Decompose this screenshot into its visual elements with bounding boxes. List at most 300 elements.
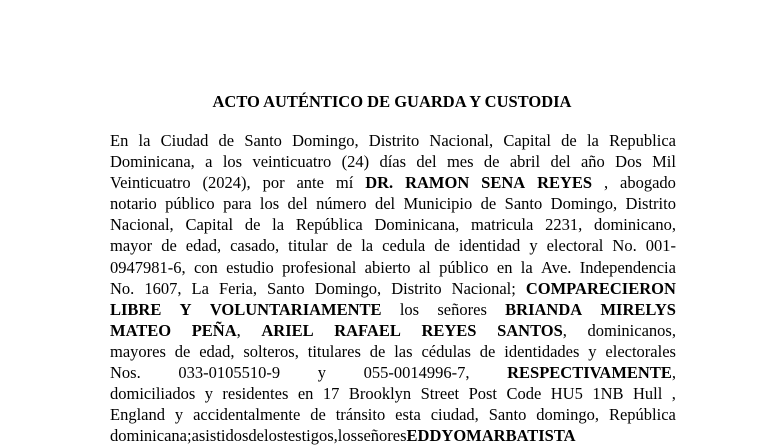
text: identidad — [458, 236, 521, 256]
word — [605, 341, 676, 362]
word — [338, 425, 357, 446]
text: asistidos — [191, 426, 249, 446]
word — [205, 383, 213, 404]
text: mí — [335, 173, 354, 193]
bold-text: BATISTA — [505, 426, 576, 446]
word — [592, 383, 623, 404]
word — [394, 341, 412, 362]
word — [405, 172, 469, 193]
word — [252, 151, 331, 172]
word — [580, 257, 676, 278]
paragraph-line — [110, 320, 676, 341]
text: edad, — [185, 236, 222, 256]
text: No. — [612, 236, 637, 256]
word — [434, 235, 450, 256]
text: de — [248, 426, 264, 446]
word — [185, 214, 233, 235]
word — [288, 193, 308, 214]
text: Hull — [632, 384, 663, 404]
word — [526, 278, 676, 299]
text: la — [361, 236, 374, 256]
bold-text: MATEO — [110, 320, 172, 340]
text: dominicano, — [593, 215, 676, 235]
text: estudio — [226, 257, 274, 277]
word — [110, 235, 152, 256]
word — [282, 257, 356, 278]
text: Santo — [488, 405, 527, 425]
word — [507, 362, 676, 383]
text: , — [671, 363, 676, 383]
text: Municipio — [403, 194, 473, 214]
word — [336, 172, 353, 193]
paragraph-line — [110, 214, 676, 235]
word — [541, 257, 571, 278]
word — [349, 383, 411, 404]
word — [342, 151, 370, 172]
text: los — [259, 194, 280, 214]
text: 1607, — [144, 278, 182, 298]
text: la — [138, 131, 151, 150]
bold-text: LIBRE — [110, 299, 162, 319]
text: los — [399, 299, 420, 319]
word — [391, 278, 441, 299]
word — [594, 214, 676, 235]
word — [110, 404, 165, 425]
text: ciudad, — [430, 405, 479, 425]
word — [672, 383, 676, 404]
word — [205, 151, 212, 172]
text: abogado — [620, 173, 676, 193]
text: en — [496, 257, 513, 277]
text: los — [263, 426, 284, 446]
word — [375, 193, 395, 214]
text: Ave. — [541, 257, 572, 277]
text: Distrito — [391, 278, 442, 298]
text: la — [520, 257, 533, 277]
text: y — [588, 341, 597, 361]
text: de — [218, 131, 235, 150]
text: al — [418, 257, 431, 277]
word — [536, 404, 599, 425]
text: dominicana; — [110, 426, 192, 446]
text: de — [174, 341, 191, 361]
word — [110, 151, 195, 172]
word — [609, 130, 676, 151]
word — [139, 130, 151, 151]
word — [416, 151, 436, 172]
word — [469, 383, 497, 404]
word — [334, 320, 401, 341]
word — [263, 172, 285, 193]
word — [646, 235, 676, 256]
paragraph-line — [110, 257, 676, 278]
text: , — [604, 173, 609, 193]
text: Nos. — [110, 363, 141, 383]
word — [581, 151, 605, 172]
text: 033-0105510-9 — [178, 363, 281, 383]
word — [161, 130, 209, 151]
word — [545, 214, 582, 235]
text: Brooklyn — [348, 384, 412, 404]
paragraph-line — [110, 235, 676, 256]
text: los — [337, 426, 358, 446]
text: Santo — [267, 278, 305, 298]
text: Domingo, — [550, 194, 618, 214]
word — [110, 130, 128, 151]
text: las — [394, 341, 413, 361]
text: Distrito — [625, 194, 676, 214]
word — [588, 320, 676, 341]
text: Santo — [244, 131, 282, 150]
text: de — [483, 152, 500, 172]
text: de — [161, 236, 177, 256]
word — [510, 151, 540, 172]
word — [288, 235, 327, 256]
word — [161, 235, 177, 256]
word — [382, 235, 425, 256]
word — [165, 193, 215, 214]
text: Nacional, — [110, 215, 174, 235]
text: HU5 — [550, 384, 583, 404]
paragraph-line — [110, 341, 676, 362]
word — [186, 235, 221, 256]
paragraph-line — [110, 151, 676, 172]
word — [248, 425, 264, 446]
bold-text: REYES — [421, 320, 477, 340]
word — [261, 320, 313, 341]
text: 0947981-6, — [110, 257, 186, 277]
text: señores — [357, 426, 407, 446]
text: y — [317, 363, 326, 383]
bold-text: COMPARECIERON — [525, 278, 676, 298]
text: del — [374, 194, 396, 214]
text: número — [316, 194, 367, 214]
text: los — [222, 152, 243, 172]
word — [547, 235, 604, 256]
word — [245, 214, 261, 235]
text: de — [479, 341, 496, 361]
text: de — [434, 236, 450, 256]
bold-text: Y — [179, 299, 192, 319]
word — [453, 425, 505, 446]
word — [437, 299, 486, 320]
word — [615, 151, 642, 172]
word — [272, 214, 284, 235]
text: días — [379, 152, 407, 172]
text: profesional — [282, 257, 357, 277]
word — [506, 425, 576, 446]
paragraph-line — [110, 278, 676, 299]
bold-text: MIRELYS — [600, 299, 676, 319]
word — [421, 383, 460, 404]
text: público — [439, 257, 489, 277]
word — [447, 151, 474, 172]
text: Veinticuatro — [110, 173, 191, 193]
word — [497, 320, 567, 341]
word — [323, 383, 340, 404]
paragraph-line — [110, 404, 676, 425]
text: esta — [395, 405, 421, 425]
text: casado, — [230, 236, 280, 256]
word — [336, 404, 386, 425]
text: Dominicana, — [110, 152, 195, 172]
text: Street — [420, 384, 460, 404]
bold-text: SENA — [481, 173, 526, 193]
word — [551, 383, 583, 404]
bold-text: BRIANDA — [505, 299, 583, 319]
text: Domingo, — [314, 278, 382, 298]
text: de — [480, 194, 497, 214]
word — [365, 257, 411, 278]
text: Dos — [615, 152, 642, 172]
word — [471, 214, 533, 235]
text: y — [204, 384, 213, 404]
word — [505, 193, 543, 214]
word — [407, 425, 454, 446]
word — [361, 235, 373, 256]
text: con — [193, 257, 218, 277]
word — [529, 235, 537, 256]
word — [110, 193, 157, 214]
text: y — [174, 405, 184, 425]
word — [244, 130, 282, 151]
bold-text: DR. — [365, 173, 394, 193]
word — [481, 193, 497, 214]
text: Capital — [185, 215, 234, 235]
word — [506, 383, 541, 404]
bold-text: REYES — [537, 173, 593, 193]
text: England — [110, 405, 165, 425]
word — [550, 151, 570, 172]
text: señores — [437, 299, 487, 319]
text: solteros, — [243, 341, 299, 361]
text: cédulas — [421, 341, 471, 361]
word — [421, 341, 470, 362]
text: electorales — [605, 341, 676, 361]
word — [419, 257, 431, 278]
bold-text: RAFAEL — [334, 320, 401, 340]
word — [379, 151, 406, 172]
word — [504, 341, 579, 362]
text: testigos, — [283, 426, 338, 446]
word — [439, 257, 489, 278]
bold-text: VOLUNTARIAMENTE — [209, 299, 382, 319]
text: República — [608, 405, 676, 425]
word — [110, 299, 161, 320]
text: de — [310, 405, 326, 425]
word — [481, 172, 525, 193]
word — [267, 278, 305, 299]
word — [178, 362, 280, 383]
word — [480, 341, 496, 362]
word — [588, 341, 596, 362]
word — [503, 130, 551, 151]
word — [318, 362, 326, 383]
text: electoral — [546, 236, 604, 256]
text: Dominicana, — [374, 215, 460, 235]
bold-text: RESPECTIVAMENTE — [507, 363, 672, 383]
word — [110, 172, 191, 193]
text: del — [550, 152, 571, 172]
word — [192, 278, 209, 299]
paragraph-line — [110, 193, 676, 214]
text: la — [272, 215, 285, 235]
paragraph-line — [110, 130, 676, 151]
text: mayor — [110, 236, 153, 256]
word — [652, 151, 676, 172]
word — [219, 130, 235, 151]
word — [110, 341, 166, 362]
text: (2024), — [202, 173, 251, 193]
word — [365, 172, 393, 193]
text: , — [236, 320, 241, 340]
text: por — [262, 173, 285, 193]
word — [110, 278, 134, 299]
text: de — [336, 236, 353, 256]
word — [223, 193, 251, 214]
word — [175, 404, 183, 425]
bold-text: OMAR — [453, 426, 506, 446]
word — [395, 404, 421, 425]
text: de — [561, 131, 577, 150]
word — [521, 257, 533, 278]
word — [175, 341, 191, 362]
word — [364, 362, 470, 383]
word — [219, 278, 257, 299]
document-title: ACTO AUTÉNTICO DE GUARDA Y CUSTODIA — [212, 92, 572, 111]
text: titulares — [307, 341, 361, 361]
word — [110, 320, 171, 341]
word — [110, 257, 186, 278]
text: Nacional; — [451, 278, 516, 298]
text: de — [244, 215, 261, 235]
word — [604, 172, 608, 193]
word — [180, 299, 192, 320]
text: a — [205, 152, 213, 172]
text: Domingo, — [292, 131, 359, 150]
text: ante — [296, 173, 324, 193]
text: (24) — [341, 152, 370, 172]
word — [600, 299, 676, 320]
text: mayores — [110, 341, 166, 361]
word — [370, 341, 386, 362]
text: titular — [288, 236, 328, 256]
word — [199, 341, 234, 362]
text: identidades — [504, 341, 580, 361]
text: Feria, — [218, 278, 257, 298]
text: de — [369, 341, 386, 361]
text: Nacional, — [429, 131, 494, 150]
word — [192, 320, 241, 341]
text: Ciudad — [160, 131, 209, 150]
word — [484, 151, 500, 172]
word — [264, 425, 283, 446]
text: , — [562, 320, 567, 340]
text: cedula — [382, 236, 426, 256]
word — [316, 193, 366, 214]
text: domiciliados — [110, 384, 196, 404]
word — [612, 235, 636, 256]
word — [298, 383, 314, 404]
word — [459, 235, 520, 256]
word — [551, 193, 617, 214]
text: la — [586, 131, 599, 150]
word — [260, 193, 279, 214]
word — [283, 425, 338, 446]
text: del — [287, 194, 308, 214]
paragraph-line — [110, 425, 676, 446]
word — [226, 257, 274, 278]
bold-text: SANTOS — [497, 320, 563, 340]
text: mes — [446, 152, 474, 172]
word — [431, 404, 479, 425]
paragraph-line — [110, 172, 676, 193]
bold-text: ARIEL — [261, 320, 314, 340]
bold-text: EDDY — [406, 426, 454, 446]
text: para — [223, 194, 252, 214]
bold-text: PEÑA — [191, 320, 237, 340]
word — [110, 425, 192, 446]
text: , — [671, 384, 676, 404]
paragraph-line — [110, 362, 676, 383]
word — [296, 214, 363, 235]
word — [110, 362, 141, 383]
word — [110, 383, 195, 404]
text: Santo — [504, 194, 543, 214]
word — [620, 172, 676, 193]
text: año — [580, 152, 605, 172]
text: En — [110, 131, 129, 150]
text: 2231, — [545, 215, 583, 235]
word — [497, 257, 513, 278]
word — [489, 404, 527, 425]
word — [193, 404, 300, 425]
text: en — [297, 384, 314, 404]
word — [609, 404, 676, 425]
text: No. — [110, 278, 135, 298]
word — [296, 172, 323, 193]
paragraph-line — [110, 299, 676, 320]
text: y — [529, 236, 538, 256]
word — [375, 214, 460, 235]
word — [626, 193, 676, 214]
word — [429, 130, 493, 151]
word — [505, 299, 582, 320]
word — [400, 299, 419, 320]
word — [222, 383, 288, 404]
word — [587, 130, 599, 151]
word — [144, 278, 181, 299]
text: La — [191, 278, 209, 298]
text: República — [295, 215, 363, 235]
text: público — [165, 194, 215, 214]
text: Distrito — [368, 131, 420, 150]
word — [633, 383, 662, 404]
text: veinticuatro — [252, 152, 332, 172]
word — [537, 172, 592, 193]
word — [243, 341, 298, 362]
text: 001- — [645, 236, 676, 256]
text: Capital — [503, 131, 551, 150]
word — [210, 299, 382, 320]
word — [404, 193, 473, 214]
word — [230, 235, 279, 256]
word — [308, 341, 361, 362]
word — [315, 278, 381, 299]
word — [192, 425, 249, 446]
word — [223, 151, 242, 172]
text: accidentalmente — [193, 405, 301, 425]
